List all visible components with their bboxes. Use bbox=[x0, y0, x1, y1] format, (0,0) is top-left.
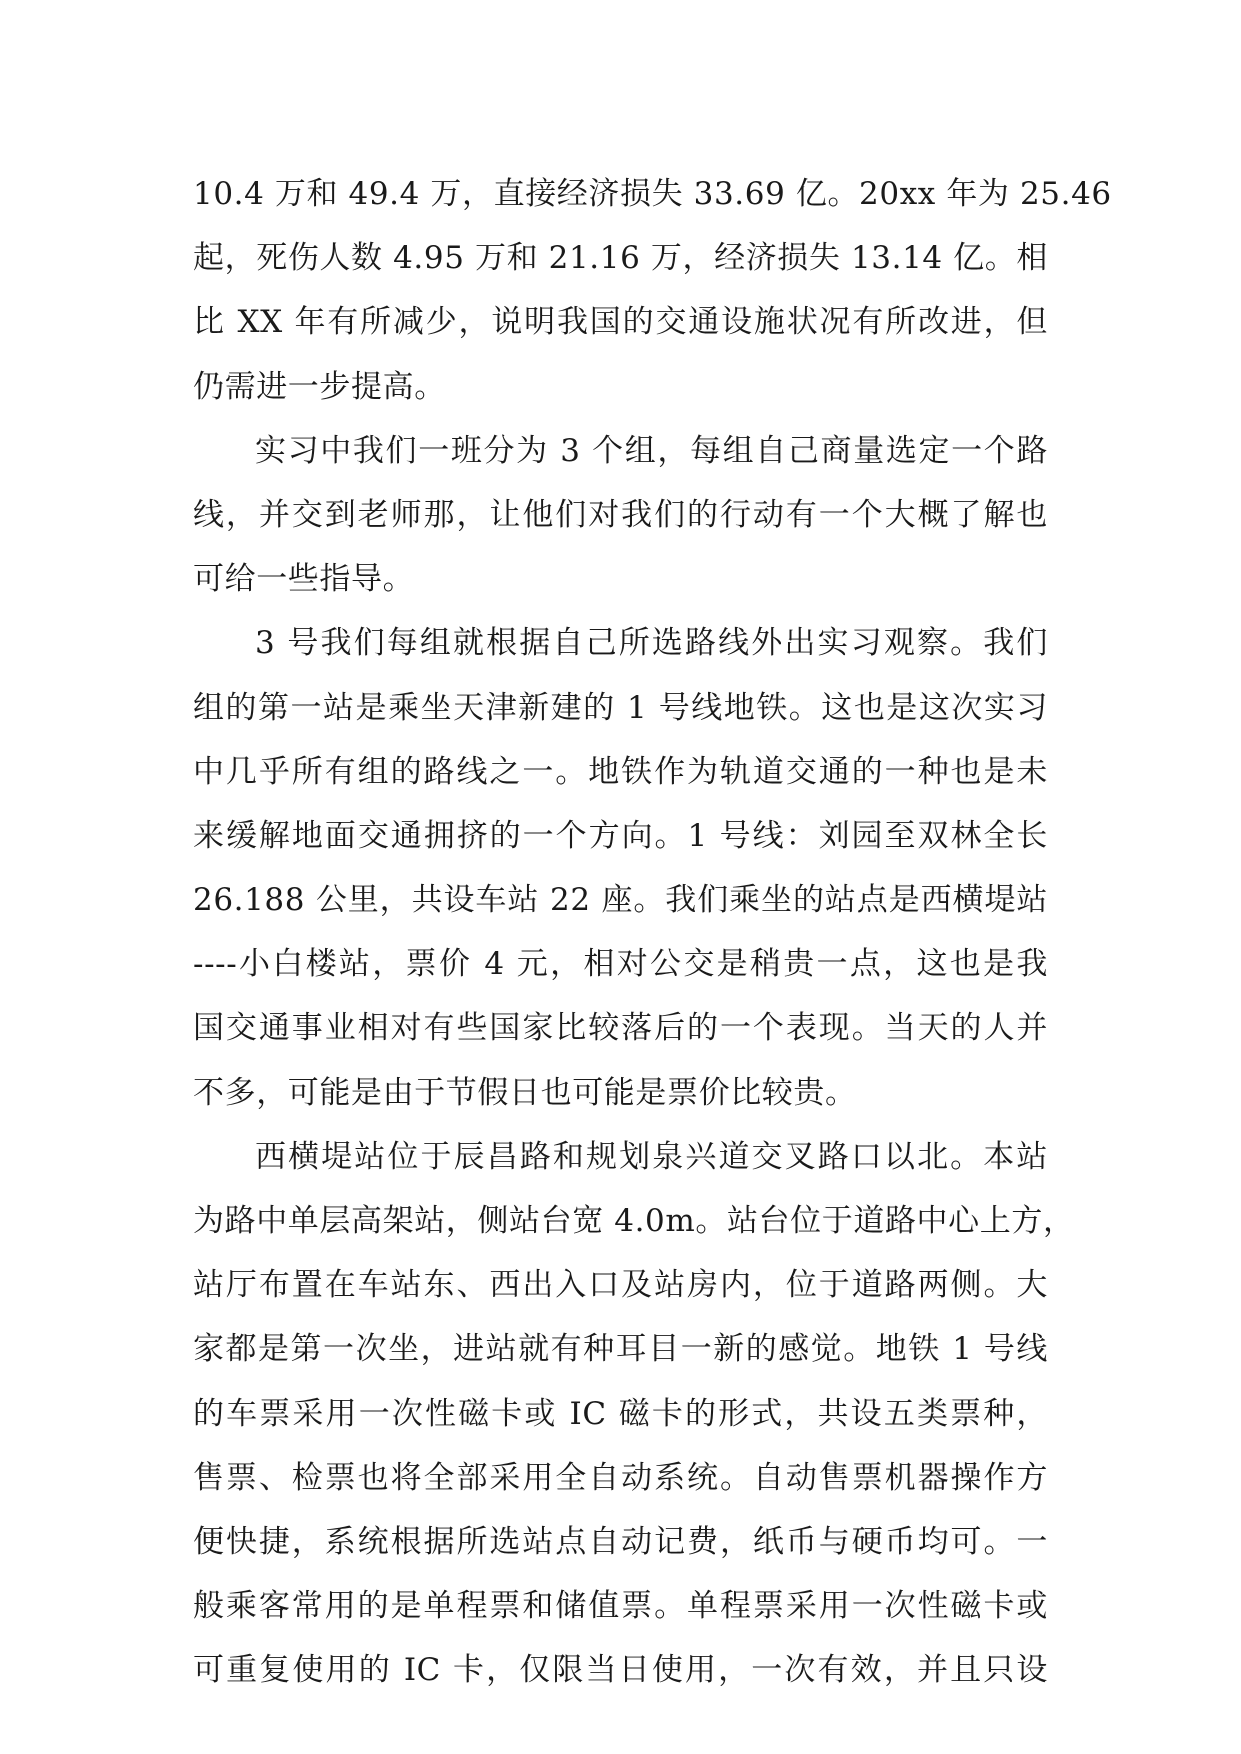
text-line: 便快捷，系统根据所选站点自动记费，纸币与硬币均可。一 bbox=[193, 1523, 1048, 1560]
text-line: 不多，可能是由于节假日也可能是票价比较贵。 bbox=[193, 1074, 857, 1111]
text-line: 家都是第一次坐，进站就有种耳目一新的感觉。地铁 1 号线 bbox=[193, 1331, 1048, 1368]
text-line: 比 XX 年有所减少，说明我国的交通设施状况有所改进，但 bbox=[193, 304, 1048, 341]
text-line: 国交通事业相对有些国家比较落后的一个表现。当天的人并 bbox=[193, 1010, 1048, 1047]
text-line: 10.4 万和 49.4 万，直接经济损失 33.69 亿。20xx 年为 25.46 bbox=[193, 176, 1112, 212]
text-line: 起，死伤人数 4.95 万和 21.16 万，经济损失 13.14 亿。相 bbox=[193, 240, 1048, 277]
text-line: 组的第一站是乘坐天津新建的 1 号线地铁。这也是这次实习 bbox=[193, 689, 1048, 726]
text-line: 线，并交到老师那，让他们对我们的行动有一个大概了解也 bbox=[193, 496, 1048, 533]
paragraph-first-line: 3 号我们每组就根据自己所选路线外出实习观察。我们 bbox=[255, 625, 1048, 662]
text-line: 可重复使用的 IC 卡，仅限当日使用，一次有效，并且只设 bbox=[193, 1652, 1048, 1689]
body-text bbox=[193, 162, 1112, 1703]
text-line: 中几乎所有组的路线之一。地铁作为轨道交通的一种也是未 bbox=[193, 753, 1048, 790]
text-line: 般乘客常用的是单程票和储值票。单程票采用一次性磁卡或 bbox=[193, 1588, 1048, 1625]
text-line: 可给一些指导。 bbox=[193, 561, 415, 598]
paragraph-first-line: 实习中我们一班分为 3 个组，每组自己商量选定一个路 bbox=[255, 432, 1048, 469]
text-line: 仍需进一步提高。 bbox=[193, 368, 446, 405]
text-line: 售票、检票也将全部采用全自动系统。自动售票机器操作方 bbox=[193, 1459, 1048, 1496]
text-line: 为路中单层高架站，侧站台宽 4.0m。站台位于道路中心上方， bbox=[193, 1203, 1075, 1239]
text-line: 26.188 公里，共设车站 22 座。我们乘坐的站点是西横堤站 bbox=[193, 882, 1048, 919]
text-line: ----小白楼站，票价 4 元，相对公交是稍贵一点，这也是我 bbox=[193, 946, 1048, 983]
text-line: 来缓解地面交通拥挤的一个方向。1 号线：刘园至双林全长 bbox=[193, 817, 1048, 854]
text-line: 的车票采用一次性磁卡或 IC 磁卡的形式，共设五类票种， bbox=[193, 1395, 1048, 1432]
text-line: 站厅布置在车站东、西出入口及站房内，位于道路两侧。大 bbox=[193, 1267, 1048, 1304]
paragraph-first-line: 西横堤站位于辰昌路和规划泉兴道交叉路口以北。本站 bbox=[255, 1138, 1048, 1175]
